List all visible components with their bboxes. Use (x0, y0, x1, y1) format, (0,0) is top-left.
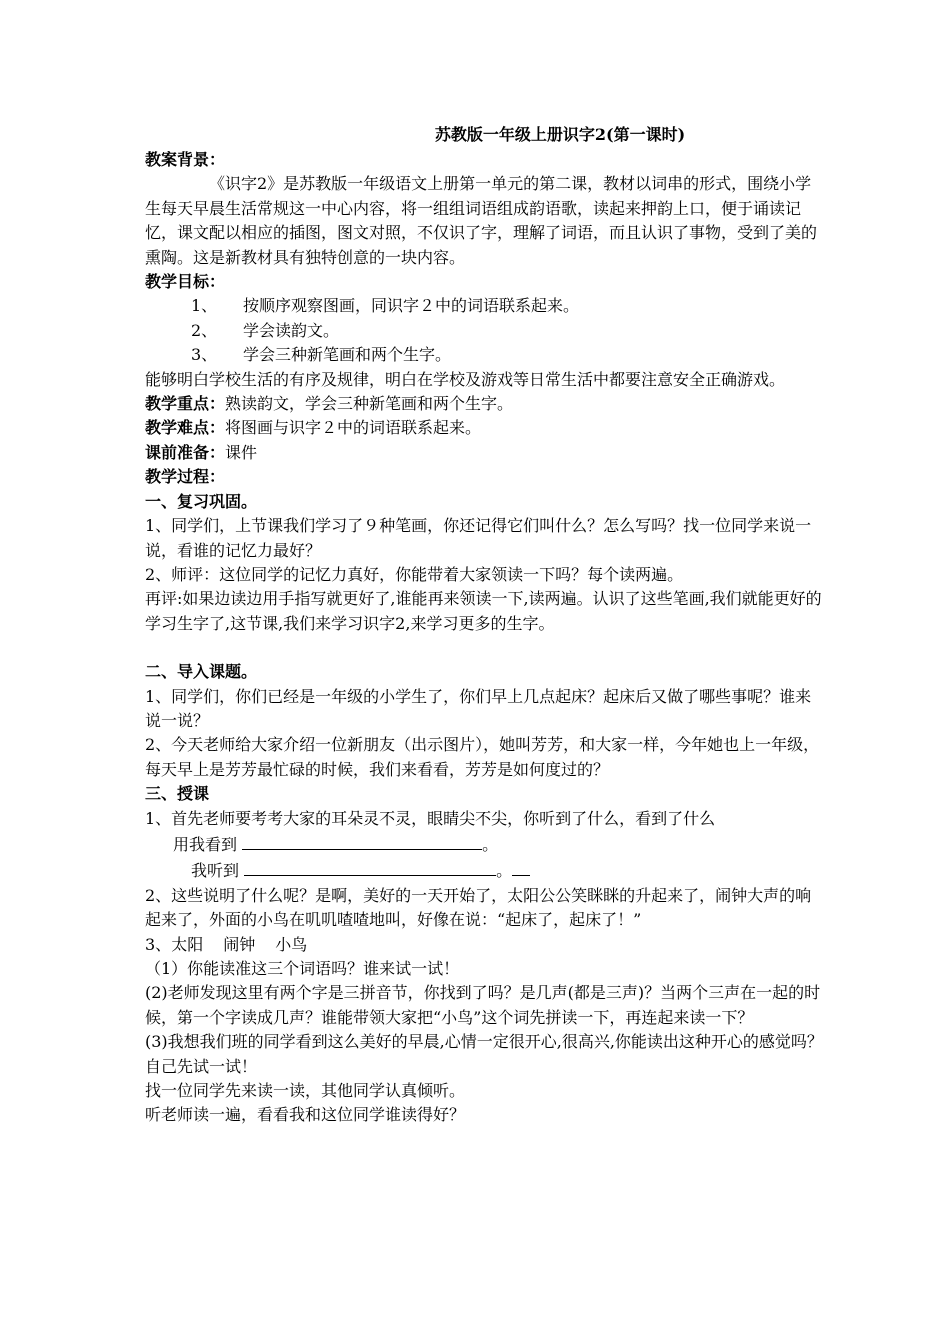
difficult-points: 教学难点：将图画与识字２中的词语联系起来。 (145, 418, 482, 438)
background-text: 《识字2》是苏教版一年级语文上册第一单元的第二课，教材以词串的形式，围绕小学生每天早晨生活常规这一中心内容，将一组组词语组成韵语歌，读起来押韵上口，便于诵读记忆，课文配以相应的插图，图文对照，不仅识了字，理解了词语，而且认识了事物，受到了美的熏陶。这是新教材具有独特创意的一块内容。 (145, 174, 818, 267)
goals-extra: 能够明白学校生活的有序及规律，明白在学校及游戏等日常生活中都要注意安全正确游戏。 (145, 369, 786, 389)
background-heading: 教案背景： (145, 150, 226, 169)
see-fill-line: 用我看到 。 (145, 831, 825, 857)
section-2-heading: 二、导入课题。 (145, 662, 258, 682)
hear-fill-line: 我听到 。 (145, 857, 825, 883)
section-2-paragraph: 1、同学们，你们已经是一年级的小学生了，你们早上几点起床？起床后又做了哪些事呢？谁来说一说？ (145, 686, 812, 730)
see-blank (242, 831, 482, 850)
document-page (145, 122, 825, 1128)
goal-item: 1、 按顺序观察图画，同识字２中的词语联系起来。 (191, 296, 580, 316)
goals-heading: 教学目标： (145, 272, 226, 292)
question-1: （1）你能读准这三个词语吗？谁来试一试！ (145, 959, 460, 978)
section-1-heading: 一、复习巩固。 (145, 491, 258, 511)
section-1-paragraph: 再评:如果边读边用手指写就更好了,谁能再来领读一下,读两遍。认识了这些笔画,我们就能更好的学习生字了,这节课,我们来学习识字2,来学习更多的生字。 (145, 589, 822, 633)
key-points: 教学重点：熟读韵文，学会三种新笔画和两个生字。 (145, 394, 514, 414)
process-heading: 教学过程： (145, 467, 226, 487)
preparation: 课前准备：课件 (145, 442, 258, 462)
section-3-paragraph: 2、这些说明了什么呢？是啊，美好的一天开始了，太阳公公笑眯眯的升起来了，闹钟大声的响起来了，外面的小鸟在叽叽喳喳地叫，好像在说：“起床了，起床了！” (145, 885, 812, 930)
question-3: (3)我想我们班的同学看到这么美好的早晨,心情一定很开心,很高兴,你能读出这种开心的感觉吗？自己先试一试！ (145, 1032, 823, 1076)
goal-item: 2、 学会读韵文。 (191, 320, 340, 340)
hear-blank (244, 857, 496, 876)
section-3-paragraph: 听老师读一遍，看看我和这位同学谁读得好？ (145, 1105, 466, 1125)
goal-item: 3、 学会三种新笔画和两个生字。 (191, 345, 452, 365)
doc-title: 苏教版一年级上册识字2(第一课时) (434, 125, 686, 144)
section-1-paragraph: 2、师评：这位同学的记忆力真好，你能带着大家领读一下吗？每个读两遍。 (145, 564, 684, 584)
question-2: (2)老师发现这里有两个字是三拼音节，你找到了吗？是几声(都是三声)？当两个三声在一起的时候，第一个字读成几声？谁能带领大家把“小鸟”这个词先拼读一下，再连起来读一下？ (145, 983, 821, 1027)
section-3-heading: 三、授课 (145, 784, 210, 804)
section-2-paragraph: 2、今天老师给大家介绍一位新朋友（出示图片），她叫芳芳，和大家一样，今年她也上一年级，每天早上是芳芳最忙碌的时候，我们来看看，芳芳是如何度过的？ (145, 735, 820, 779)
section-3-paragraph: 找一位同学先来读一读，其他同学认真倾听。 (145, 1081, 466, 1101)
word-list: 3、太阳 闹钟 小鸟 (145, 934, 308, 954)
section-1-paragraph: 1、同学们，上节课我们学习了９种笔画，你还记得它们叫什么？怎么写吗？找一位同学来说一说，看谁的记忆力最好？ (145, 516, 812, 560)
blank-line (145, 636, 825, 660)
section-3-paragraph: 1、首先老师要考考大家的耳朵灵不灵，眼睛尖不尖，你听到了什么，看到了什么 (145, 808, 716, 828)
